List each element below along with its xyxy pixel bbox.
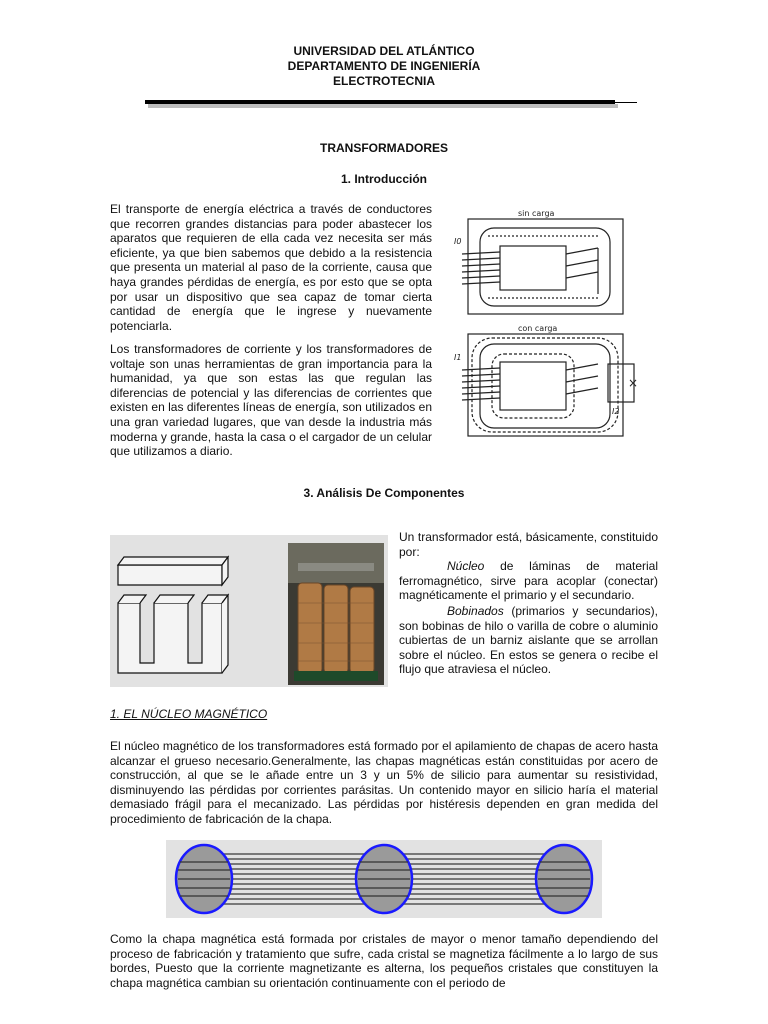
transformer-diagram bbox=[448, 204, 648, 446]
header-rule bbox=[145, 100, 615, 104]
nucleo-description: de láminas de material ferromagnético, sirve para acoplar (conectar) magnéticamente el primario y el secundario. bbox=[399, 559, 658, 603]
document-title: TRANSFORMADORES bbox=[320, 141, 448, 155]
secondary-coil-con-carga bbox=[566, 364, 598, 394]
flux-inner-con-carga bbox=[492, 354, 574, 418]
university-name: UNIVERSIDAD DEL ATLÁNTICO bbox=[293, 44, 475, 58]
course-name: ELECTROTECNIA bbox=[333, 74, 435, 88]
nucleo-term: Núcleo bbox=[447, 559, 485, 573]
i-lamination bbox=[118, 565, 222, 585]
frame-sin-carga bbox=[468, 219, 623, 314]
intro-heading: 1. Introducción bbox=[340, 172, 427, 186]
components-heading: 3. Análisis De Componentes bbox=[303, 486, 465, 500]
bobinados-description: (primarios y secundarios), son bobinas de hilo o varilla de cobre o aluminio cubiertas de un barniz aislante que se arrollan sobre el núcleo. En estos se genera o recibe el flujo que atraviesa el núcleo. bbox=[399, 604, 658, 677]
header-rule-shadow bbox=[148, 104, 618, 108]
header-rule-tail bbox=[615, 102, 637, 103]
label-con-carga: con carga bbox=[518, 324, 558, 333]
transformer-photo bbox=[288, 543, 384, 685]
core-figure-panel bbox=[110, 535, 388, 687]
nucleo-paragraph-2: Como la chapa magnética está formada por cristales de mayor o menor tamaño dependiendo del proceso de fabricación y tratamiento que sufre, cada cristal se magnetiza fácilmente a lo largo de sus bordes, Puesto que la corriente magnetizante es alterna, los pequeños cristales que constituyen la chapa magnética cambian su orientación continuamente con el periodo de bbox=[110, 932, 658, 990]
label-sin-carga: sin carga bbox=[518, 209, 555, 218]
frame-con-carga bbox=[468, 334, 623, 436]
lamination-rings-figure bbox=[166, 840, 602, 918]
components-intro: Un transformador está, básicamente, constituido por: bbox=[399, 530, 658, 559]
label-i2: I2 bbox=[612, 407, 620, 416]
nucleo-paragraph-1: El núcleo magnético de los transformadores está formado por el apilamiento de chapas de acero hasta alcanzar el grueso necesario.Generalmente, las chapas magnéticas están constituidas por acero de construcción, al que se le añade entre un 3 y un 5% de silicio para aumentar su resistividad, disminuyendo las pérdidas por corrientes parásitas. Un contenido mayor en silicio haría el material demasiado frágil para el mecanizado. Las pérdidas por histéresis dependen en gran medida del procedimiento de fabricación de la chapa. bbox=[110, 739, 658, 826]
label-i1: I1 bbox=[454, 353, 462, 362]
label-load-x: × bbox=[628, 376, 639, 390]
core-window-con-carga bbox=[500, 362, 566, 410]
components-nucleo bbox=[399, 559, 658, 603]
intro-paragraph-2: Los transformadores de corriente y los transformadores de voltaje son unas herramientas de gran importancia para la humanidad, ya que son estas las que regulan las diferencias de potencial y las diferencias de corrientes que existen en las diferentes líneas de energía, son utilizados en una gran variedad lugares, que van desde la industria más moderna y grande, hasta la casa o el cargador de un celular que utilizamos a diario. bbox=[110, 342, 432, 459]
flux-path-sin-carga bbox=[488, 236, 600, 298]
components-bobinados bbox=[399, 604, 658, 677]
e-lamination bbox=[118, 603, 222, 673]
nucleo-section-heading: 1. EL NÚCLEO MAGNÉTICO bbox=[110, 707, 268, 721]
intro-paragraph-1: El transporte de energía eléctrica a través de conductores que recorren grandes distancias para poder abastecer los aparatos que requieren de ella cada vez necesita ser más eficiente, ya que bien sabemos que debido a la resistencia que presenta un material al paso de la corriente, causa que haya grandes pérdidas de energía, es por esto que se opta por usar un dispositivo que sea capaz de tomar cierta cantidad de energía que le ingrese y nuevamente potenciarla. bbox=[110, 202, 432, 333]
label-i0: I0 bbox=[454, 237, 462, 246]
core-window-sin-carga bbox=[500, 246, 566, 290]
bobinados-term: Bobinados bbox=[447, 604, 504, 618]
secondary-coil-sin-carga bbox=[566, 248, 598, 294]
department-name: DEPARTAMENTO DE INGENIERÍA bbox=[287, 59, 481, 73]
